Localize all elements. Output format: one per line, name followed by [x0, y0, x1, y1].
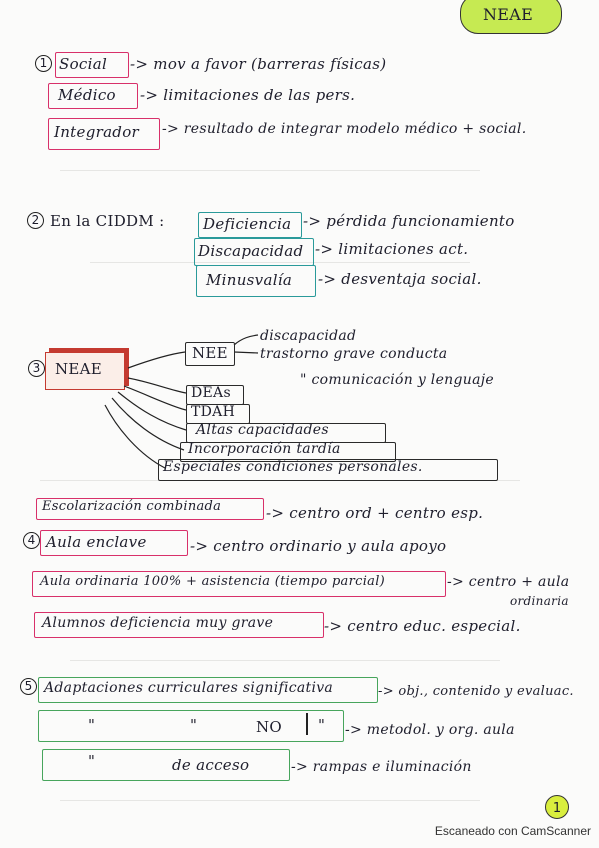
- integrador-label: Integrador: [54, 123, 140, 141]
- nee-item-2: trastorno grave conducta: [260, 346, 448, 362]
- integrador-desc: -> resultado de integrar modelo médico + social.: [162, 121, 527, 137]
- row2-no: NO: [256, 718, 283, 736]
- escolarizacion-desc: -> centro ord + centro esp.: [266, 504, 484, 522]
- connector-nee: [128, 352, 185, 368]
- deficiencia-label: Deficiencia: [203, 215, 292, 233]
- connector-incorporacion: [112, 398, 184, 450]
- especiales-label: Especiales condiciones personales.: [163, 459, 423, 475]
- deficiencia-desc: -> pérdida funcionamiento: [303, 212, 515, 230]
- connector-especiales: [105, 405, 165, 468]
- nee-item-1: discapacidad: [260, 328, 357, 344]
- deas-label: DEAs: [191, 385, 231, 401]
- escolarizacion-label: Escolarización combinada: [42, 499, 222, 514]
- nee-item-3: " comunicación y lenguaje: [300, 372, 494, 388]
- minusvalia-desc: -> desventaja social.: [318, 270, 482, 288]
- medico-desc: -> limitaciones de las pers.: [140, 86, 356, 104]
- row2-ditto-3: ": [318, 716, 326, 734]
- scanner-footer: Escaneado con CamScanner: [434, 824, 591, 838]
- section-number-2: 2: [27, 212, 44, 229]
- page-number-badge: [545, 795, 569, 819]
- page-number: 1: [552, 801, 562, 816]
- section-number-3: 3: [28, 360, 45, 377]
- header-tag-label: NEAE: [483, 5, 534, 24]
- row3-desc: -> rampas e iluminación: [291, 759, 472, 775]
- row3-box: [42, 749, 290, 781]
- significativa-label: Adaptaciones curriculares significativa: [44, 680, 334, 696]
- row2-divider: [306, 713, 308, 735]
- bleed-line: [60, 170, 480, 171]
- neae-root-label: NEAE: [55, 360, 103, 378]
- ordinaria-desc-2: ordinaria: [510, 594, 569, 608]
- row2-ditto-1: ": [88, 716, 96, 734]
- medico-label: Médico: [58, 86, 116, 104]
- bleed-line: [70, 660, 500, 661]
- header-tag: [460, 0, 562, 34]
- section-number-4: 4: [23, 532, 40, 549]
- discapacidad-label: Discapacidad: [198, 242, 304, 260]
- incorporacion-label: Incorporación tardía: [188, 441, 341, 457]
- ciddm-lead: En la CIDDM :: [50, 212, 165, 230]
- section-number-5: 5: [20, 678, 37, 695]
- social-label: Social: [59, 55, 108, 73]
- nee-label: NEE: [192, 344, 228, 362]
- ordinaria-label: Aula ordinaria 100% + asistencia (tiempo parcial): [40, 574, 386, 589]
- row2-ditto-2: ": [190, 716, 198, 734]
- tdah-label: TDAH: [191, 404, 236, 420]
- enclave-desc: -> centro ordinario y aula apoyo: [190, 537, 447, 555]
- connector-deas: [128, 378, 186, 393]
- section-number-1: 1: [35, 55, 52, 72]
- grave-desc: -> centro educ. especial.: [324, 617, 521, 635]
- ordinaria-desc: -> centro + aula: [447, 574, 570, 590]
- connector-nee-item-1: [234, 335, 258, 345]
- significativa-desc: -> obj., contenido y evaluac.: [378, 684, 574, 699]
- grave-label: Alumnos deficiencia muy grave: [42, 615, 274, 631]
- social-desc: -> mov a favor (barreras físicas): [130, 55, 387, 73]
- connector-altas: [118, 392, 186, 430]
- minusvalia-label: Minusvalía: [206, 271, 293, 289]
- row3-ditto: ": [88, 752, 96, 770]
- row3-acceso: de acceso: [172, 756, 250, 774]
- enclave-label: Aula enclave: [46, 533, 147, 551]
- bleed-line: [60, 800, 480, 801]
- discapacidad-desc: -> limitaciones act.: [315, 240, 469, 258]
- connector-nee-item-2: [234, 352, 258, 353]
- altas-label: Altas capacidades: [196, 422, 329, 438]
- connector-tdah: [124, 386, 186, 410]
- row2-desc: -> metodol. y org. aula: [345, 722, 515, 738]
